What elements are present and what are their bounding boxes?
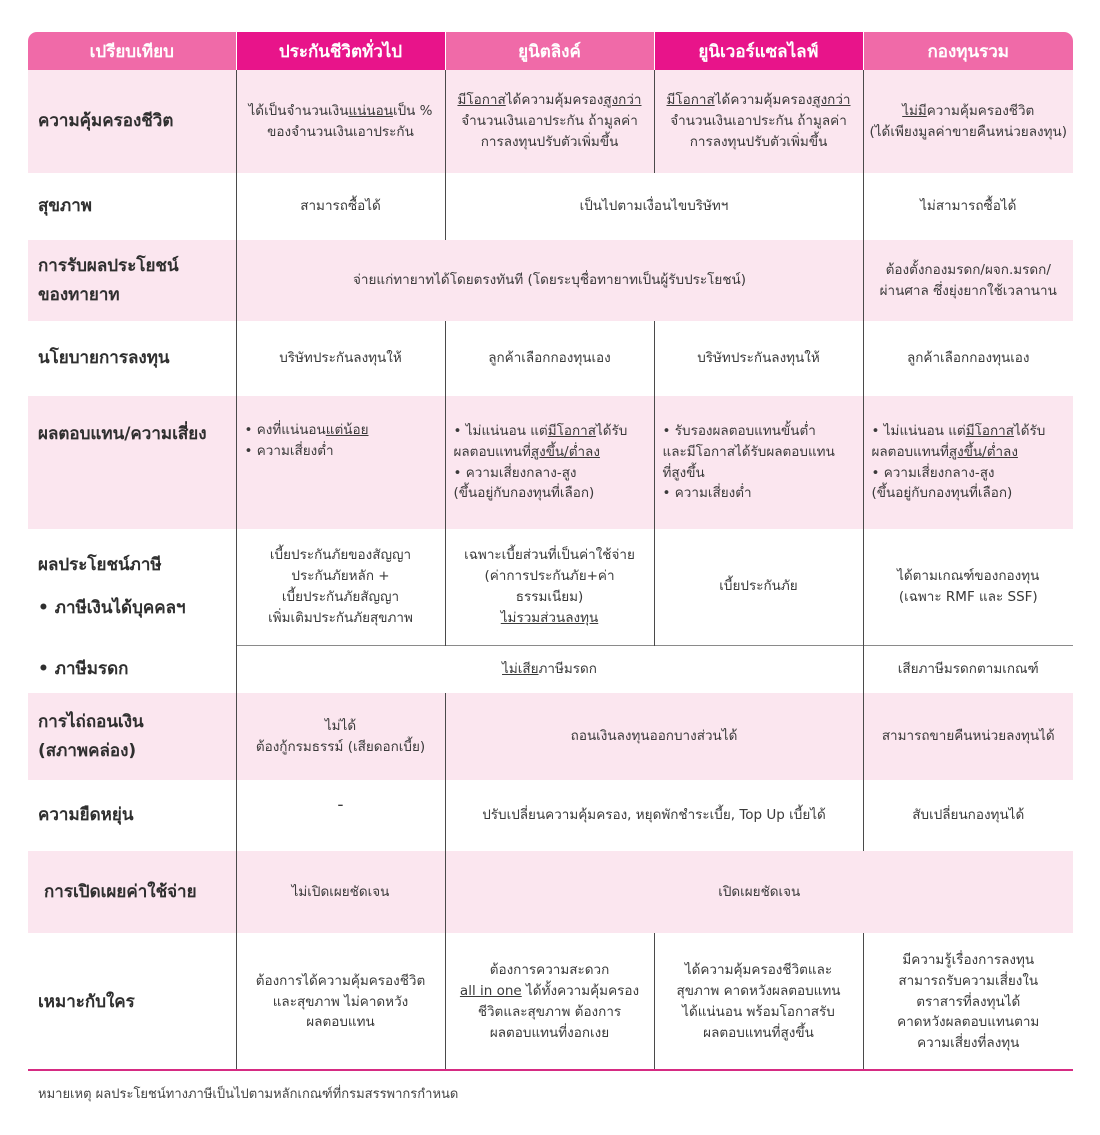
cell-fund: เสียภาษีมรดกตามเกณฑ์: [863, 645, 1073, 693]
cell-fund: ได้ตามเกณฑ์ของกองทุน (เฉพาะ RMF และ SSF): [863, 529, 1073, 645]
row-suitable-for: [28, 933, 1073, 1071]
header-universal-life: ยูนิเวอร์แซลไลฟ์: [654, 32, 863, 70]
row-tax-estate: [28, 645, 1073, 693]
cell-universal: มีโอกาสได้ความคุ้มครองสูงกว่า จำนวนเงินเอาประกัน ถ้ามูลค่า การลงทุนปรับตัวเพิ่มขึ้น: [654, 70, 863, 173]
cell-universal: ได้ความคุ้มครองชีวิตและ สุขภาพ คาดหวังผลตอบแทน ได้แน่นอน พร้อมโอกาสรับ ผลตอบแทนที่สูงขึ้น: [654, 933, 863, 1071]
row-flexibility: [28, 780, 1073, 851]
cell-ul-uv: เป็นไปตามเงื่อนไขบริษัทฯ: [445, 173, 863, 240]
cell-others: เปิดเผยชัดเจน: [445, 851, 1073, 933]
footer-divider: [28, 1069, 1073, 1071]
row-heir-benefit: [28, 240, 1073, 321]
cell-unit-linked: ต้องการความสะดวก all in one ได้ทั้งความคุ้มครอง ชีวิตและสุขภาพ ต้องการ ผลตอบแทนที่งอกเงย: [445, 933, 654, 1071]
row-withdrawal: [28, 693, 1073, 780]
cell-unit-linked: ลูกค้าเลือกกองทุนเอง: [445, 321, 654, 396]
row-life-coverage: [28, 70, 1073, 173]
cell-fund: ไม่มีความคุ้มครองชีวิต (ได้เพียงมูลค่าขายคืนหน่วยลงทุน): [863, 70, 1073, 173]
cell-fund: สับเปลี่ยนกองทุนได้: [863, 780, 1073, 851]
row-label: นโยบายการลงทุน: [28, 321, 236, 396]
cell-general: -: [236, 780, 445, 851]
header-general-life: ประกันชีวิตทั่วไป: [236, 32, 445, 70]
cell-ul-uv: ปรับเปลี่ยนความคุ้มครอง, หยุดพักชำระเบี้ย, Top Up เบี้ยได้: [445, 780, 863, 851]
row-investment-policy: [28, 321, 1073, 396]
header-unit-linked: ยูนิตลิงค์: [445, 32, 654, 70]
cell-insurance: ไม่เสียภาษีมรดก: [236, 645, 863, 693]
cell-fund: • ไม่แน่นอน แต่มีโอกาสได้รับ ผลตอบแทนที่สูงขึ้น/ต่ำลง • ความเสี่ยงกลาง-สูง (ขึ้นอยู่กับกองทุนที่เลือก): [863, 396, 1073, 529]
cell-general: ไม่เปิดเผยชัดเจน: [236, 851, 445, 933]
cell-unit-linked: • ไม่แน่นอน แต่มีโอกาสได้รับ ผลตอบแทนที่สูงขึ้น/ต่ำลง • ความเสี่ยงกลาง-สูง (ขึ้นอยู่กับกองทุนที่เลือก): [445, 396, 654, 529]
cell-fund: ลูกค้าเลือกกองทุนเอง: [863, 321, 1073, 396]
cell-universal: • รับรองผลตอบแทนขั้นต่ำ และมีโอกาสได้รับผลตอบแทน ที่สูงขึ้น • ความเสี่ยงต่ำ: [654, 396, 863, 529]
cell-universal: บริษัทประกันลงทุนให้: [654, 321, 863, 396]
comparison-table: [28, 32, 1073, 1071]
row-returns-risk: [28, 396, 1073, 529]
cell-general: ต้องการได้ความคุ้มครองชีวิต และสุขภาพ ไม่คาดหวัง ผลตอบแทน: [236, 933, 445, 1071]
row-label: เหมาะกับใคร: [28, 933, 236, 1071]
row-cost-disclosure: [28, 851, 1073, 933]
row-health: [28, 173, 1073, 240]
cell-general: ไม่ได้ ต้องกู้กรมธรรม์ (เสียดอกเบี้ย): [236, 693, 445, 780]
row-label: ความคุ้มครองชีวิต: [28, 70, 236, 173]
cell-fund: ต้องตั้งกองมรดก/ผจก.มรดก/ ผ่านศาล ซึ่งยุ่งยากใช้เวลานาน: [863, 240, 1073, 321]
cell-general: บริษัทประกันลงทุนให้: [236, 321, 445, 396]
row-label: การรับผลประโยชน์ ของทายาท: [28, 240, 236, 321]
cell-insurance: จ่ายแก่ทายาทได้โดยตรงทันที (โดยระบุชื่อทายาทเป็นผู้รับประโยชน์): [236, 240, 863, 321]
row-tax-income: [28, 529, 1073, 645]
cell-unit-linked: เฉพาะเบี้ยส่วนที่เป็นค่าใช้จ่าย (ค่าการประกันภัย+ค่าธรรมเนียม) ไม่รวมส่วนลงทุน: [445, 529, 654, 645]
cell-general: สามารถซื้อได้: [236, 173, 445, 240]
row-label: สุขภาพ: [28, 173, 236, 240]
cell-universal: เบี้ยประกันภัย: [654, 529, 863, 645]
row-label: ความยืดหยุ่น: [28, 780, 236, 851]
row-label: ผลประโยชน์ภาษี • ภาษีเงินได้บุคคลฯ: [28, 529, 236, 645]
header-row: [28, 32, 1073, 70]
cell-fund: สามารถขายคืนหน่วยลงทุนได้: [863, 693, 1073, 780]
footnote: หมายเหตุ ผลประโยชน์ทางภาษีเป็นไปตามหลักเกณฑ์ที่กรมสรรพากรกำหนด: [38, 1087, 459, 1102]
row-label: ผลตอบแทน/ความเสี่ยง: [28, 396, 236, 529]
cell-fund: มีความรู้เรื่องการลงทุน สามารถรับความเสี่ยงใน ตราสารที่ลงทุนได้ คาดหวังผลตอบแทนตาม ความเสี่ยงที่ลงทุน: [863, 933, 1073, 1071]
header-compare: เปรียบเทียบ: [28, 32, 236, 70]
cell-ul-uv: ถอนเงินลงทุนออกบางส่วนได้: [445, 693, 863, 780]
cell-fund: ไม่สามารถซื้อได้: [863, 173, 1073, 240]
cell-unit-linked: มีโอกาสได้ความคุ้มครองสูงกว่า จำนวนเงินเอาประกัน ถ้ามูลค่า การลงทุนปรับตัวเพิ่มขึ้น: [445, 70, 654, 173]
cell-general: • คงที่แน่นอนแต่น้อย • ความเสี่ยงต่ำ: [236, 396, 445, 529]
cell-general: เบี้ยประกันภัยของสัญญา ประกันภัยหลัก + เบี้ยประกันภัยสัญญา เพิ่มเติมประกันภัยสุขภาพ: [236, 529, 445, 645]
row-label: การเปิดเผยค่าใช้จ่าย: [28, 851, 236, 933]
row-label: การไถ่ถอนเงิน (สภาพคล่อง): [28, 693, 236, 780]
cell-general: ได้เป็นจำนวนเงินแน่นอนเป็น % ของจำนวนเงินเอาประกัน: [236, 70, 445, 173]
row-label: • ภาษีมรดก: [28, 645, 236, 693]
header-mutual-fund: กองทุนรวม: [863, 32, 1073, 70]
